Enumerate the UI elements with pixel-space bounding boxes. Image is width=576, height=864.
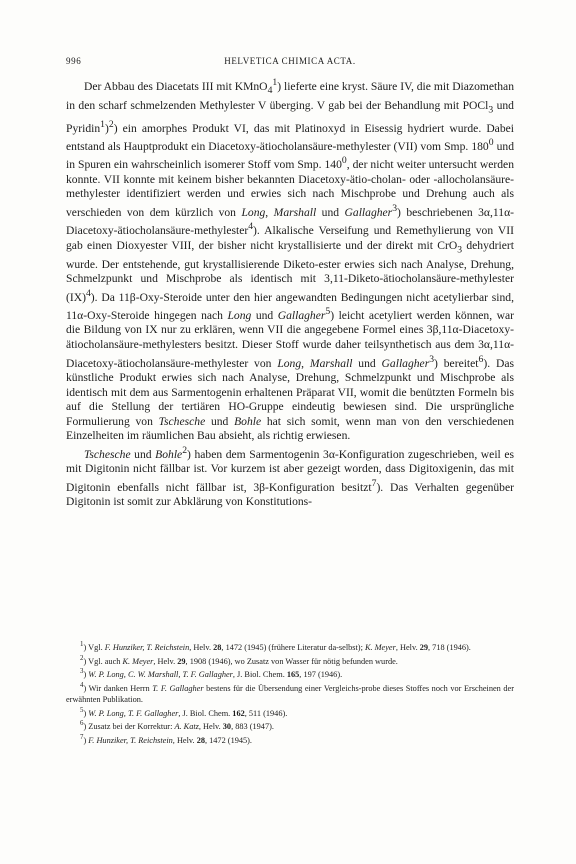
journal-title: HELVETICA CHIMICA ACTA.	[224, 56, 356, 66]
footnote-3: $^3$) W. P. Long, C. W. Marshall, T. F. Gallagher, J. Biol. Chem. 165, 197 (1946).	[80, 668, 343, 680]
running-header	[66, 56, 514, 70]
footnote-2: $^2$) Vgl. auch K. Meyer, Helv. 29, 1908 (1946), wo Zusatz von Wasser für nötig befunden wurde.	[80, 654, 398, 666]
footnote-1: $^1$) Vgl. F. Hunziker, T. Reichstein, Helv. 28, 1472 (1945) (frühere Literatur da-selbst); K. Meyer, Helv. 29, 718 (1946).	[80, 641, 471, 652]
body-text	[66, 76, 514, 510]
footnote-5: $^5$) W. P. Long, T. F. Gallagher, J. Biol. Chem. 162, 511 (1946).	[80, 706, 288, 718]
footnote-7: $^7$) F. Hunziker, T. Reichstein, Helv. 28, 1472 (1945).	[80, 733, 252, 745]
page-number: 996	[66, 56, 82, 66]
paragraph-1: Der Abbau des Diacetats III mit KMnO$_4^1$) lieferte eine kryst. Säure IV, die mit Diazomethan in den scharf schmelzenden Methylester V überging. V gab bei der Behandlung mit POCl$_3$ und Pyridin$^1$)$^2$) ein amorphes Produkt VI, das mit Platinoxyd in Eisessig hydriert wurde. Dabei entstand als Hauptprodukt ein Diacetoxy-ätiocholansäure-methylester (VII) vom Smp. $180^0$ und in Spuren ein wahrscheinlich isomerer Stoff vom Smp. $140^0$, der nicht weiter untersucht werden konnte. VII konnte mit keinem bisher bekannten Diacetoxy-ätio-cholan- oder -allocholansäure-methylester identifiziert werden und erwies sich nach Mischprobe und Drehung auch als verschieden von dem kürzlich von Long, Marshall und Gallagher$^3$) beschriebenen 3α,11α-Diacetoxy-ätiocholansäure-methylester$^4$). Alkalische Verseifung und Remethylierung von VII gab einen Dioxyester VIII, der bisher nicht krystallisierte und der direkt mit CrO$_3$ dehydriert wurde. Der entstehende, gut krystallisierende Diketo-ester erwies sich nach Analyse, Drehung, Schmelzpunkt und Mischprobe als identisch mit 3,11-Diketo-ätiocholansäure-methylester (IX)$^4$). Da 11β-Oxy-Steroide unter den hier angewandten Bedingungen nicht acetylierbar sind, 11α-Oxy-Steroide hingegen nach Long und Gallagher$^5$) leicht acetyliert werden können, war die Bildung von IX nur zu erklären, wenn VII die angegebene Formel eines 3β,11α-Diacetoxy-ätiocholansäure-methylesters besitzt. Dieser Stoff wurde daher teilsynthetisch aus dem 3α,11α-Diacetoxy-ätiocholansäure-methylester von Long, Marshall und Gallagher$^3$) bereitet$^6$). Das künstliche Produkt erwies sich nach Analyse, Drehung, Schmelzpunkt und Mischprobe als identisch mit dem aus Sarmentogenin erhaltenen Präparat VII, womit die benützten Formeln bis auf die Stellung der tertiären HO-Gruppe eindeutig bewiesen sind. Die ursprüngliche Formulierung von Tschesche und Bohle hat sich somit, wenn man von den verschiedenen Einzelheiten im räumlichen Bau absieht, als richtig erwiesen.	[66, 77, 515, 443]
footnotes	[66, 640, 514, 747]
paragraph-2: Tschesche und Bohle$^2$) haben dem Sarmentogenin 3α-Konfiguration zugeschrieben, weil es mit Digitonin nicht fällbar ist. Vor kurzem ist aber gezeigt worden, dass Digitoxigenin, das mit Digitonin ebenfalls nicht fällbar ist, 3β-Konfiguration besitzt$^7$). Das Verhalten gegenüber Digitonin ist somit zur Abklärung von Konstitutions-	[66, 444, 514, 509]
footnote-6: $^6$) Zusatz bei der Korrektur: A. Katz, Helv. 30, 883 (1947).	[80, 720, 274, 732]
footnote-4: $^4$) Wir danken Herrn T. F. Gallagher bestens für die Übersendung einer Vergleichs-probe dieses Stoffes noch vor Erscheinen der erwähnten Publikation.	[66, 682, 514, 704]
